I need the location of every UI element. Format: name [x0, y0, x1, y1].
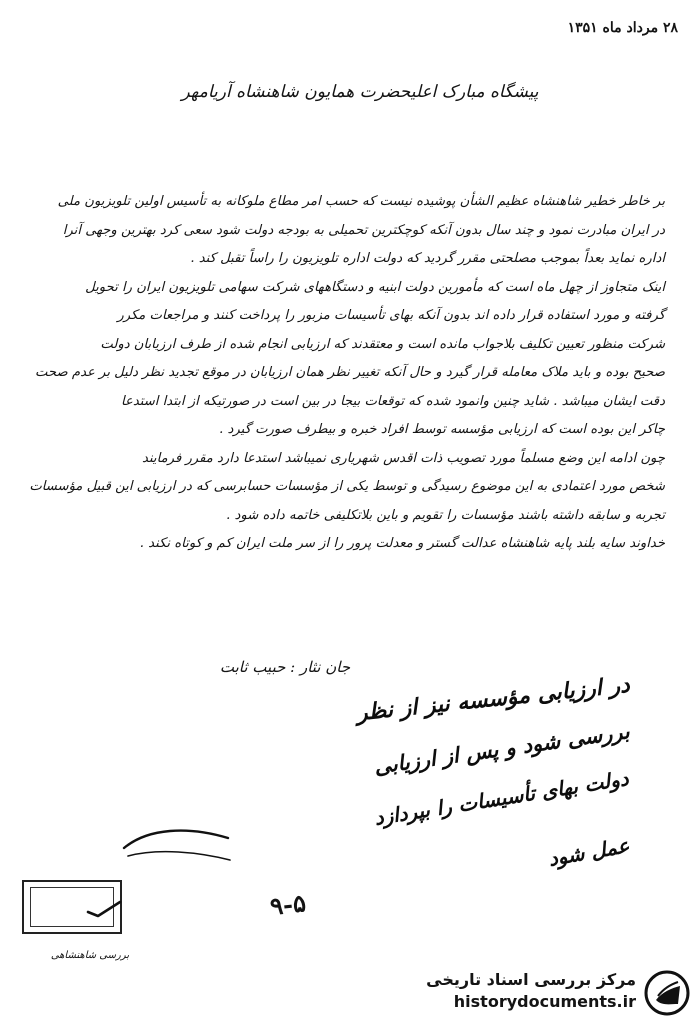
annotation-line: عمل شود — [546, 833, 632, 871]
body-line: صحیح بوده و باید ملاک معامله قرار گیرد و حال آنکه تغییر نظر همان ارزیابان در موقع تجدید نظر دلیل بر عدم صحت — [35, 365, 665, 380]
handwritten-flourish — [118, 808, 238, 868]
body-line: دقت ایشان میباشد . شاید چنین وانمود شده که توقعات بیجا در بین است در صورتیکه از ابتدا استدعا — [120, 393, 665, 409]
letter-body — [29, 188, 665, 559]
annotation-date: ۹-۵ — [268, 888, 308, 921]
signature-line: جان نثار : حبیب ثابت — [219, 658, 351, 676]
body-line: در ایران مبادرت نمود و چند سال بدون آنکه کوچکترین تحمیلی به بودجه دولت شود سعی کرد بهترین وجهی آنرا — [62, 222, 665, 238]
stamp-caption: بررسی شاهنشاهی — [50, 950, 130, 961]
body-line: اداره نماید بعداً بموجب مصلحتی مقرر گردید که دولت اداره تلویزیون را راساً تقبل کند . — [190, 251, 665, 266]
body-line: اینک متجاوز از چهل ماه است که مأمورین دولت ابنیه و دستگاههای شرکت سهامی تلویزیون ایران را تحویل — [85, 279, 665, 295]
body-line: شخص مورد اعتمادی به این موضوع رسیدگی و توسط یکی از مؤسسات حسابرسی که در ارزیابی این قبیل مؤسسات — [29, 479, 665, 494]
book-logo-icon — [644, 970, 690, 1016]
watermark-logo — [400, 970, 690, 1014]
annotation-line: بررسی شود و پس از ارزیابی — [372, 718, 631, 779]
watermark-url: historydocuments.ir — [453, 992, 636, 1011]
body-line: خداوند سایه بلند پایه شاهنشاه عدالت گستر و معدلت پرور را از سر ملت ایران کم و کوتاه نکند . — [139, 536, 665, 551]
watermark-name: مرکز بررسی اسناد تاریخی — [426, 970, 636, 989]
document-date: ۲۸ مرداد ماه ۱۳۵۱ — [567, 20, 678, 36]
body-line: بر خاطر خطیر شاهنشاه عظیم الشأن پوشیده نیست که حسب امر مطاع ملوکانه به تأسیس اولین تلویزیون ملی — [57, 194, 665, 209]
body-line: شرکت منظور تعیین تکلیف بلاجواب مانده است و معتقدند که ارزیابی انجام شده از طرف ارزیابان دولت — [100, 336, 665, 352]
salutation-heading: پیشگاه مبارک اعلیحضرت همایون شاهنشاه آریامهر — [181, 82, 539, 102]
annotation-line: در ارزیابی مؤسسه نیز از نظر — [355, 671, 631, 727]
body-line: چاکر این بوده است که ارزیابی مؤسسه توسط افراد خبره و بیطرف صورت گیرد . — [219, 422, 665, 437]
body-line: تجربه و سابقه داشته باشند مؤسسات را تقویم و باین بلاتکلیفی خاتمه داده شود . — [226, 507, 665, 523]
body-line: چون ادامه این وضع مسلماً مورد تصویب ذات اقدس شهریاری نمیباشد استدعا دارد مقرر فرمایند — [142, 450, 665, 466]
check-mark-icon — [84, 898, 124, 918]
annotation-line: دولت بهای تأسیسات را بپردازد — [372, 766, 631, 830]
stamp-box — [22, 880, 122, 934]
body-line: گرفته و مورد استفاده قرار داده اند بدون آنکه بهای تأسیسات مزبور را پرداخت کنند و مراجعات مکرر — [117, 308, 665, 323]
